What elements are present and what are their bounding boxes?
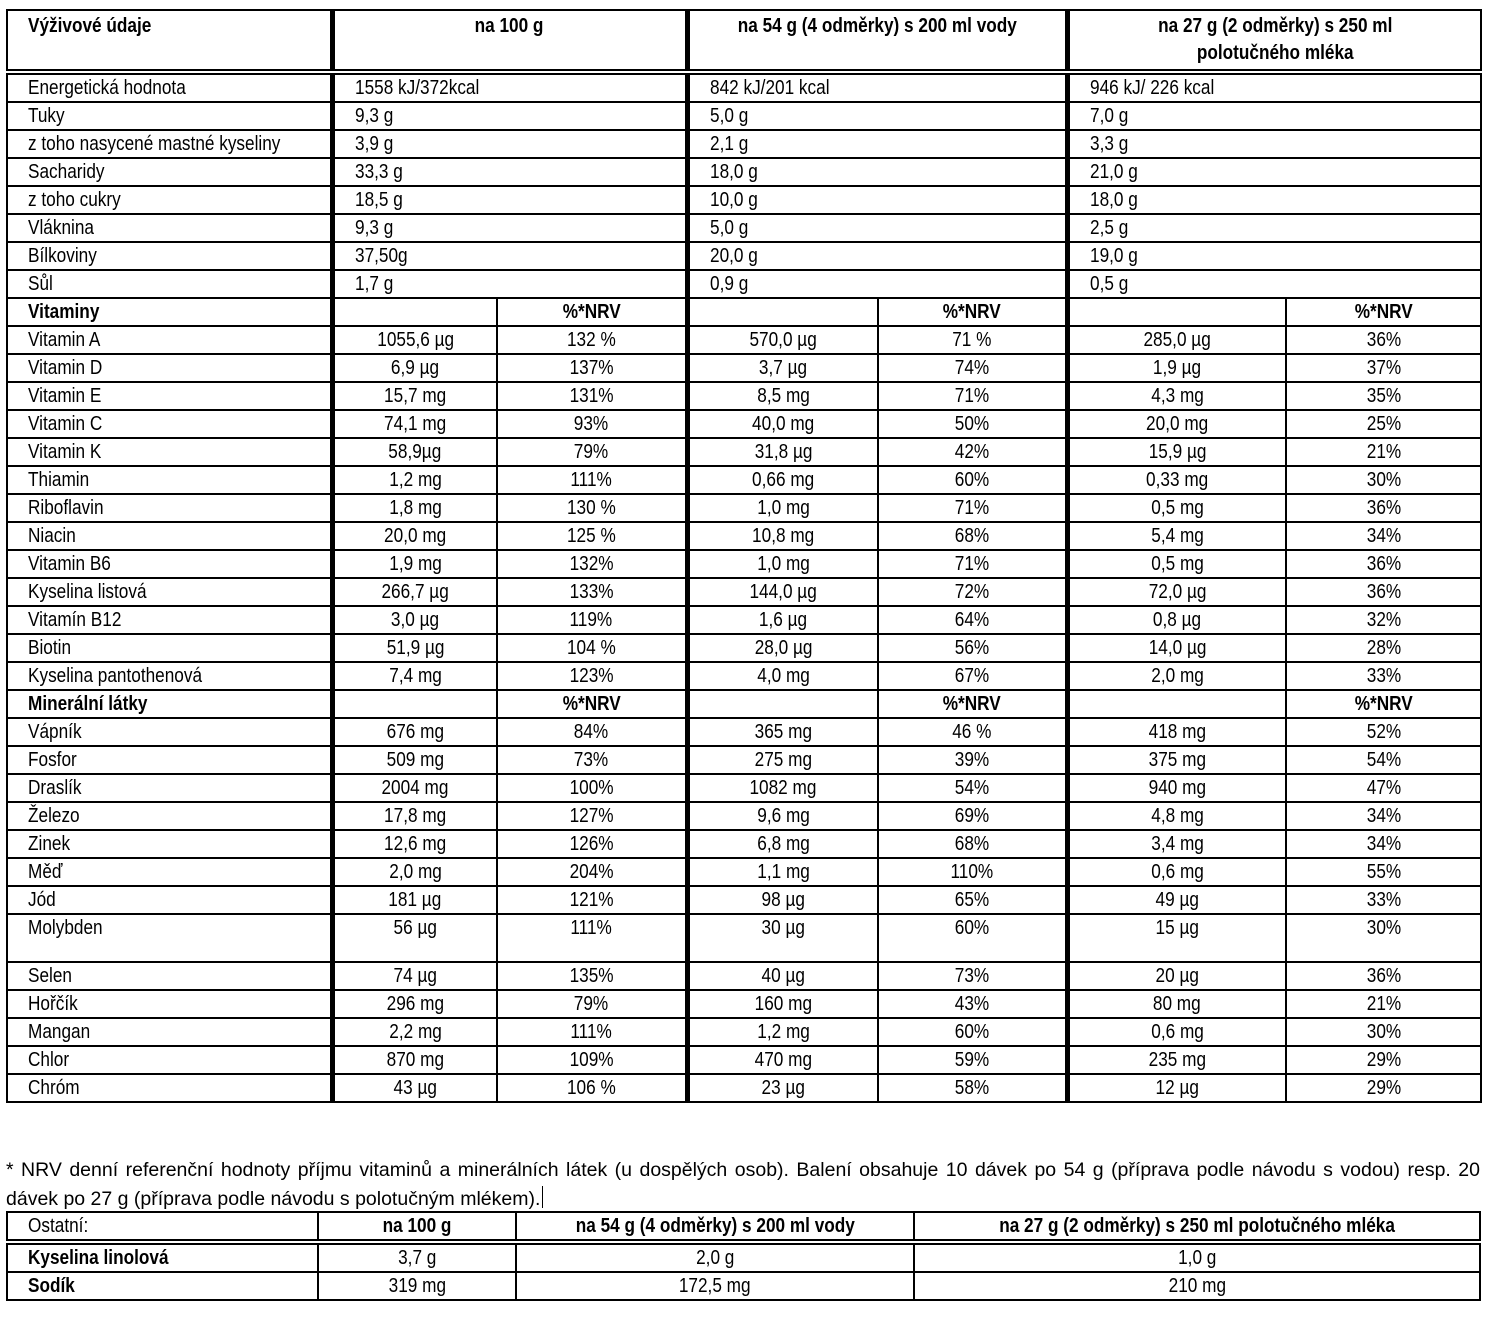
value-per-54g: 275 mg [687, 746, 878, 774]
value-per-27g: 80 mg [1067, 990, 1286, 1018]
nrv-per-27g: 52% [1286, 718, 1481, 746]
value-per-27g: 7,0 g [1067, 102, 1481, 130]
value-per-54g: 5,0 g [687, 214, 1067, 242]
value-per-27g: 418 mg [1067, 718, 1286, 746]
nrv-label: %*NRV [878, 690, 1067, 718]
nutrient-name: Zinek [7, 830, 332, 858]
nrv-per-27g: 29% [1286, 1046, 1481, 1074]
nrv-per-27g: 28% [1286, 634, 1481, 662]
value-per-100g: 74 µg [332, 962, 497, 990]
nutrient-row [7, 662, 1481, 690]
value-per-27g: 3,4 mg [1067, 830, 1286, 858]
nrv-per-54g: 69% [878, 802, 1067, 830]
nrv-per-54g: 74% [878, 354, 1067, 382]
nutrient-row [7, 494, 1481, 522]
nrv-per-100g: 111% [497, 1018, 687, 1046]
value-per-27g: 1,0 g [914, 1242, 1480, 1272]
value-per-54g: 0,9 g [687, 270, 1067, 298]
value-per-100g: 1,7 g [332, 270, 687, 298]
nrv-footnote: * NRV denní referenční hodnoty příjmu vitaminů a minerálních látek (u dospělých osob). Balení obsahuje 10 dávek po 54 g (příprava podle návodu s vodou) resp. 20 dávek po 27 g (příprava podle návodu s polotučným mlékem). [6, 1159, 1480, 1210]
nrv-per-100g: 131% [497, 382, 687, 410]
nrv-per-100g: 93% [497, 410, 687, 438]
nrv-per-27g: 36% [1286, 962, 1481, 990]
nutrient-name: Vitamin D [7, 354, 332, 382]
nutrient-name: Sacharidy [7, 158, 332, 186]
nutrient-row [7, 72, 1481, 102]
nrv-per-100g: 135% [497, 962, 687, 990]
value-per-100g: 2,0 mg [332, 858, 497, 886]
value-per-100g: 296 mg [332, 990, 497, 1018]
value-per-27g: 18,0 g [1067, 186, 1481, 214]
value-per-100g: 266,7 µg [332, 578, 497, 606]
other-header-per-100g: na 100 g [318, 1212, 516, 1242]
nutrient-row [7, 774, 1481, 802]
value-per-100g: 1,2 mg [332, 466, 497, 494]
value-per-100g: 9,3 g [332, 102, 687, 130]
nrv-per-100g: 125 % [497, 522, 687, 550]
other-header-row [7, 1212, 1480, 1242]
value-per-54g: 1,2 mg [687, 1018, 878, 1046]
nrv-per-27g: 47% [1286, 774, 1481, 802]
value-per-100g: 676 mg [332, 718, 497, 746]
empty-cell [1067, 690, 1286, 718]
other-row [7, 1242, 1480, 1272]
nrv-per-54g: 59% [878, 1046, 1067, 1074]
nutrient-row [7, 550, 1481, 578]
nrv-per-54g: 42% [878, 438, 1067, 466]
other-header-label: Ostatní: [7, 1212, 318, 1242]
nrv-per-54g: 65% [878, 886, 1067, 914]
nrv-per-54g: 68% [878, 830, 1067, 858]
nutrient-row [7, 102, 1481, 130]
nrv-per-27g: 33% [1286, 662, 1481, 690]
value-per-54g: 30 µg [687, 914, 878, 962]
nrv-per-54g: 50% [878, 410, 1067, 438]
value-per-54g: 10,8 mg [687, 522, 878, 550]
nutrient-row [7, 382, 1481, 410]
nrv-per-54g: 71% [878, 494, 1067, 522]
value-per-100g: 1055,6 µg [332, 326, 497, 354]
nrv-per-54g: 58% [878, 1074, 1067, 1102]
nrv-per-54g: 46 % [878, 718, 1067, 746]
nrv-per-100g: 111% [497, 466, 687, 494]
nrv-per-100g: 204% [497, 858, 687, 886]
nrv-per-100g: 127% [497, 802, 687, 830]
value-per-100g: 15,7 mg [332, 382, 497, 410]
nrv-label: %*NRV [1286, 690, 1481, 718]
nutrient-name: Riboflavin [7, 494, 332, 522]
nrv-per-54g: 60% [878, 914, 1067, 962]
value-per-27g: 375 mg [1067, 746, 1286, 774]
text-cursor [542, 1186, 543, 1208]
nrv-per-54g: 64% [878, 606, 1067, 634]
value-per-100g: 3,9 g [332, 130, 687, 158]
value-per-100g: 51,9 µg [332, 634, 497, 662]
other-nutrients-table [6, 1211, 1481, 1301]
nrv-per-54g: 60% [878, 1018, 1067, 1046]
nrv-per-100g: 73% [497, 746, 687, 774]
nrv-per-100g: 100% [497, 774, 687, 802]
nutrient-name: Vláknina [7, 214, 332, 242]
nrv-per-54g: 71 % [878, 326, 1067, 354]
nutrient-name: Biotin [7, 634, 332, 662]
value-per-54g: 470 mg [687, 1046, 878, 1074]
nutrient-name: Kyselina pantothenová [7, 662, 332, 690]
value-per-27g: 19,0 g [1067, 242, 1481, 270]
nutrient-row [7, 130, 1481, 158]
nutrient-name: z toho cukry [7, 186, 332, 214]
nrv-per-27g: 25% [1286, 410, 1481, 438]
value-per-27g: 0,5 mg [1067, 494, 1286, 522]
nrv-per-54g: 72% [878, 578, 1067, 606]
nutrient-name: Bílkoviny [7, 242, 332, 270]
nutrient-row [7, 270, 1481, 298]
nrv-per-27g: 36% [1286, 550, 1481, 578]
nutrient-row [7, 326, 1481, 354]
value-per-100g: 181 µg [332, 886, 497, 914]
nutrient-name: Niacin [7, 522, 332, 550]
nrv-per-54g: 56% [878, 634, 1067, 662]
nrv-per-100g: 119% [497, 606, 687, 634]
nrv-per-54g: 43% [878, 990, 1067, 1018]
nutrient-name: Kyselina linolová [7, 1242, 318, 1272]
nutrient-name: Vitamin K [7, 438, 332, 466]
nrv-per-27g: 36% [1286, 578, 1481, 606]
value-per-54g: 365 mg [687, 718, 878, 746]
other-header-per-27g: na 27 g (2 odměrky) s 250 ml polotučného mléka [914, 1212, 1480, 1242]
nrv-per-27g: 34% [1286, 802, 1481, 830]
value-per-27g: 20,0 mg [1067, 410, 1286, 438]
value-per-27g: 946 kJ/ 226 kcal [1067, 72, 1481, 102]
nrv-per-100g: 126% [497, 830, 687, 858]
nrv-per-27g: 32% [1286, 606, 1481, 634]
value-per-54g: 4,0 mg [687, 662, 878, 690]
value-per-100g: 43 µg [332, 1074, 497, 1102]
nrv-per-54g: 60% [878, 466, 1067, 494]
nutrient-row [7, 830, 1481, 858]
nutrient-row [7, 186, 1481, 214]
minerals-header-row [7, 690, 1481, 718]
value-per-27g: 20 µg [1067, 962, 1286, 990]
nutrient-name: Draslík [7, 774, 332, 802]
value-per-54g: 28,0 µg [687, 634, 878, 662]
value-per-54g: 40 µg [687, 962, 878, 990]
nrv-per-27g: 34% [1286, 830, 1481, 858]
value-per-27g: 49 µg [1067, 886, 1286, 914]
value-per-54g: 144,0 µg [687, 578, 878, 606]
value-per-100g: 17,8 mg [332, 802, 497, 830]
nrv-label: %*NRV [1286, 298, 1481, 326]
nutrient-name: Vitamin E [7, 382, 332, 410]
value-per-54g: 0,66 mg [687, 466, 878, 494]
value-per-27g: 0,5 mg [1067, 550, 1286, 578]
value-per-27g: 15,9 µg [1067, 438, 1286, 466]
value-per-27g: 21,0 g [1067, 158, 1481, 186]
vitamins-title: Vitaminy [7, 298, 332, 326]
nutrient-row [7, 466, 1481, 494]
value-per-54g: 9,6 mg [687, 802, 878, 830]
value-per-27g: 0,5 g [1067, 270, 1481, 298]
nutrient-row [7, 746, 1481, 774]
value-per-54g: 1082 mg [687, 774, 878, 802]
value-per-100g: 7,4 mg [332, 662, 497, 690]
value-per-27g: 235 mg [1067, 1046, 1286, 1074]
value-per-27g: 4,8 mg [1067, 802, 1286, 830]
value-per-100g: 56 µg [332, 914, 497, 962]
nutrient-name: Sodík [7, 1272, 318, 1300]
value-per-54g: 18,0 g [687, 158, 1067, 186]
nutrient-row [7, 858, 1481, 886]
nutrient-row [7, 990, 1481, 1018]
nrv-per-54g: 68% [878, 522, 1067, 550]
header-label: Výživové údaje [7, 10, 332, 72]
header-per-54g: na 54 g (4 odměrky) s 200 ml vody [687, 10, 1067, 72]
nutrient-name: Měď [7, 858, 332, 886]
nutrition-table [6, 9, 1482, 1103]
nutrient-name: Vitamin C [7, 410, 332, 438]
value-per-27g: 0,6 mg [1067, 858, 1286, 886]
nutrient-row [7, 522, 1481, 550]
value-per-54g: 6,8 mg [687, 830, 878, 858]
value-per-100g: 18,5 g [332, 186, 687, 214]
value-per-27g: 940 mg [1067, 774, 1286, 802]
nutrient-name: z toho nasycené mastné kyseliny [7, 130, 332, 158]
nrv-per-100g: 132 % [497, 326, 687, 354]
value-per-27g: 210 mg [914, 1272, 1480, 1300]
value-per-27g: 0,33 mg [1067, 466, 1286, 494]
nrv-per-100g: 84% [497, 718, 687, 746]
nrv-per-100g: 104 % [497, 634, 687, 662]
nrv-per-54g: 110% [878, 858, 1067, 886]
nrv-per-54g: 71% [878, 550, 1067, 578]
value-per-100g: 20,0 mg [332, 522, 497, 550]
header-row [7, 10, 1481, 72]
value-per-27g: 1,9 µg [1067, 354, 1286, 382]
other-row [7, 1272, 1480, 1300]
value-per-100g: 2,2 mg [332, 1018, 497, 1046]
value-per-54g: 2,1 g [687, 130, 1067, 158]
nrv-per-100g: 79% [497, 990, 687, 1018]
value-per-54g: 98 µg [687, 886, 878, 914]
value-per-100g: 74,1 mg [332, 410, 497, 438]
minerals-title: Minerální látky [7, 690, 332, 718]
nrv-per-100g: 79% [497, 438, 687, 466]
value-per-100g: 33,3 g [332, 158, 687, 186]
value-per-27g: 2,5 g [1067, 214, 1481, 242]
value-per-100g: 1,9 mg [332, 550, 497, 578]
value-per-54g: 40,0 mg [687, 410, 878, 438]
nrv-per-27g: 30% [1286, 914, 1481, 962]
nrv-per-27g: 36% [1286, 326, 1481, 354]
nrv-per-27g: 30% [1286, 1018, 1481, 1046]
value-per-27g: 0,8 µg [1067, 606, 1286, 634]
nutrient-row [7, 718, 1481, 746]
nrv-per-54g: 67% [878, 662, 1067, 690]
nrv-per-27g: 21% [1286, 990, 1481, 1018]
nutrient-row [7, 606, 1481, 634]
value-per-100g: 2004 mg [332, 774, 497, 802]
empty-cell [332, 690, 497, 718]
value-per-100g: 12,6 mg [332, 830, 497, 858]
nutrient-name: Železo [7, 802, 332, 830]
nutrient-name: Tuky [7, 102, 332, 130]
nrv-per-27g: 55% [1286, 858, 1481, 886]
nutrient-row [7, 1046, 1481, 1074]
value-per-100g: 509 mg [332, 746, 497, 774]
value-per-27g: 5,4 mg [1067, 522, 1286, 550]
value-per-54g: 172,5 mg [516, 1272, 914, 1300]
nutrient-row [7, 242, 1481, 270]
nutrient-name: Vitamin A [7, 326, 332, 354]
value-per-27g: 0,6 mg [1067, 1018, 1286, 1046]
value-per-27g: 3,3 g [1067, 130, 1481, 158]
nrv-per-100g: 132% [497, 550, 687, 578]
nutrient-name: Kyselina listová [7, 578, 332, 606]
value-per-54g: 1,1 mg [687, 858, 878, 886]
nrv-per-54g: 39% [878, 746, 1067, 774]
nutrient-name: Selen [7, 962, 332, 990]
value-per-27g: 15 µg [1067, 914, 1286, 962]
value-per-100g: 3,7 g [318, 1242, 516, 1272]
nutrient-row [7, 962, 1481, 990]
value-per-100g: 6,9 µg [332, 354, 497, 382]
nrv-per-27g: 54% [1286, 746, 1481, 774]
nrv-per-27g: 33% [1286, 886, 1481, 914]
value-per-27g: 2,0 mg [1067, 662, 1286, 690]
nutrient-name: Chróm [7, 1074, 332, 1102]
value-per-100g: 319 mg [318, 1272, 516, 1300]
value-per-54g: 20,0 g [687, 242, 1067, 270]
nutrient-row [7, 438, 1481, 466]
nrv-per-27g: 30% [1286, 466, 1481, 494]
value-per-100g: 1558 kJ/372kcal [332, 72, 687, 102]
nrv-per-27g: 37% [1286, 354, 1481, 382]
value-per-54g: 1,6 µg [687, 606, 878, 634]
value-per-54g: 8,5 mg [687, 382, 878, 410]
nrv-per-100g: 109% [497, 1046, 687, 1074]
empty-cell [332, 298, 497, 326]
nutrient-row [7, 914, 1481, 962]
vitamins-header-row [7, 298, 1481, 326]
value-per-100g: 58,9µg [332, 438, 497, 466]
nrv-per-27g: 35% [1286, 382, 1481, 410]
value-per-27g: 12 µg [1067, 1074, 1286, 1102]
nutrient-name: Jód [7, 886, 332, 914]
nutrient-row [7, 802, 1481, 830]
empty-cell [687, 298, 878, 326]
nrv-per-100g: 123% [497, 662, 687, 690]
nrv-per-54g: 54% [878, 774, 1067, 802]
value-per-54g: 10,0 g [687, 186, 1067, 214]
nrv-per-54g: 71% [878, 382, 1067, 410]
header-per-27g: na 27 g (2 odměrky) s 250 ml polotučného mléka [1067, 10, 1481, 72]
nrv-per-100g: 106 % [497, 1074, 687, 1102]
empty-cell [687, 690, 878, 718]
value-per-54g: 2,0 g [516, 1242, 914, 1272]
value-per-27g: 72,0 µg [1067, 578, 1286, 606]
nutrient-row [7, 158, 1481, 186]
nrv-per-54g: 73% [878, 962, 1067, 990]
nutrient-row [7, 354, 1481, 382]
value-per-54g: 160 mg [687, 990, 878, 1018]
nutrient-row [7, 214, 1481, 242]
nrv-per-27g: 36% [1286, 494, 1481, 522]
nutrient-name: Fosfor [7, 746, 332, 774]
nutrient-name: Molybden [7, 914, 332, 962]
nrv-per-100g: 133% [497, 578, 687, 606]
nrv-per-100g: 130 % [497, 494, 687, 522]
value-per-27g: 4,3 mg [1067, 382, 1286, 410]
nrv-per-27g: 34% [1286, 522, 1481, 550]
nutrient-name: Vitamin B6 [7, 550, 332, 578]
empty-cell [1067, 298, 1286, 326]
nutrient-name: Hořčík [7, 990, 332, 1018]
nrv-per-27g: 29% [1286, 1074, 1481, 1102]
nrv-label: %*NRV [497, 298, 687, 326]
nutrient-row [7, 1074, 1481, 1102]
nrv-per-100g: 121% [497, 886, 687, 914]
nutrient-row [7, 886, 1481, 914]
nutrient-name: Mangan [7, 1018, 332, 1046]
nutrient-row [7, 1018, 1481, 1046]
value-per-54g: 1,0 mg [687, 494, 878, 522]
nutrient-name: Chlor [7, 1046, 332, 1074]
value-per-54g: 31,8 µg [687, 438, 878, 466]
nrv-label: %*NRV [878, 298, 1067, 326]
value-per-54g: 570,0 µg [687, 326, 878, 354]
nutrient-row [7, 634, 1481, 662]
value-per-54g: 1,0 mg [687, 550, 878, 578]
nutrient-row [7, 410, 1481, 438]
value-per-54g: 842 kJ/201 kcal [687, 72, 1067, 102]
value-per-100g: 9,3 g [332, 214, 687, 242]
value-per-54g: 5,0 g [687, 102, 1067, 130]
value-per-100g: 3,0 µg [332, 606, 497, 634]
other-header-per-54g: na 54 g (4 odměrky) s 200 ml vody [516, 1212, 914, 1242]
value-per-100g: 1,8 mg [332, 494, 497, 522]
nrv-per-27g: 21% [1286, 438, 1481, 466]
value-per-27g: 14,0 µg [1067, 634, 1286, 662]
value-per-54g: 3,7 µg [687, 354, 878, 382]
nrv-per-100g: 111% [497, 914, 687, 962]
value-per-100g: 37,50g [332, 242, 687, 270]
nrv-label: %*NRV [497, 690, 687, 718]
nutrient-name: Vápník [7, 718, 332, 746]
header-per-100g: na 100 g [332, 10, 687, 72]
value-per-27g: 285,0 µg [1067, 326, 1286, 354]
value-per-54g: 23 µg [687, 1074, 878, 1102]
nrv-per-100g: 137% [497, 354, 687, 382]
nutrient-name: Vitamín B12 [7, 606, 332, 634]
nutrient-name: Energetická hodnota [7, 72, 332, 102]
nutrient-name: Sůl [7, 270, 332, 298]
nutrient-name: Thiamin [7, 466, 332, 494]
nutrient-row [7, 578, 1481, 606]
value-per-100g: 870 mg [332, 1046, 497, 1074]
